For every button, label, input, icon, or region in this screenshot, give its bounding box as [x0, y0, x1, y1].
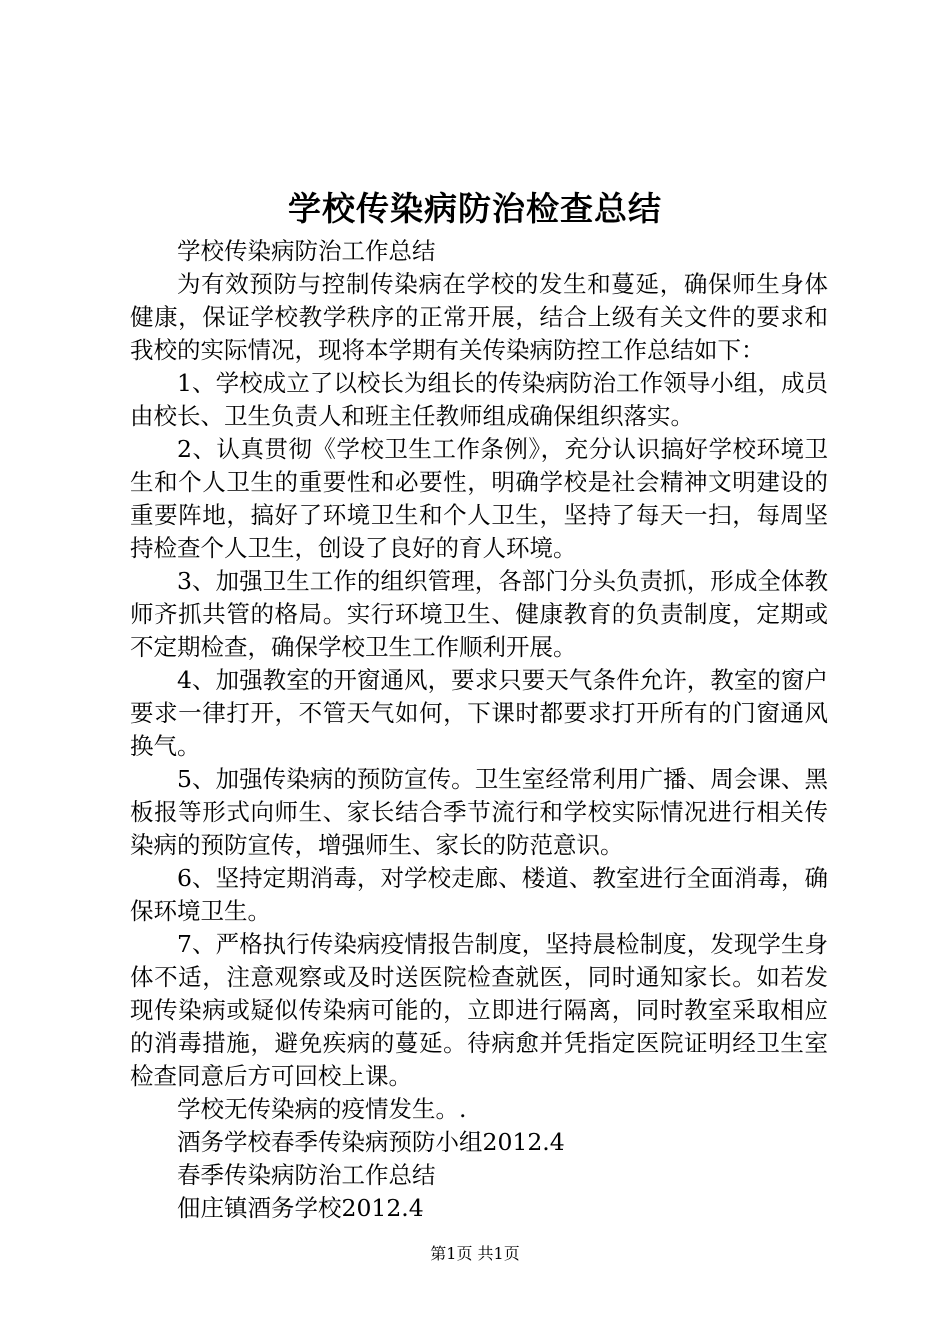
page-title: 学校传染病防治检查总结 [288, 189, 662, 228]
second-title: 春季传染病防治工作总结 [177, 1161, 436, 1189]
item-paragraph-5: 5、加强传染病的预防宣传。卫生室经常利用广播、周会课、黑板报等形式向师生、家长结合季节流行和学校实际情况进行相关传染病的预防宣传，增强师生、家长的防范意识。 [130, 765, 828, 859]
item-paragraph-1: 1、学校成立了以校长为组长的传染病防治工作领导小组，成员由校长、卫生负责人和班主任教师组成确保组织落实。 [130, 369, 828, 430]
item-paragraph-3: 3、加强卫生工作的组织管理，各部门分头负责抓，形成全体教师齐抓共管的格局。实行环境卫生、健康教育的负责制度，定期或不定期检查，确保学校卫生工作顺利开展。 [130, 567, 828, 661]
document-body [130, 235, 828, 1225]
intro-paragraph: 为有效预防与控制传染病在学校的发生和蔓延，确保师生身体健康，保证学校教学秩序的正常开展，结合上级有关文件的要求和我校的实际情况，现将本学期有关传染病防控工作总结如下： [130, 270, 828, 364]
page-footer: 第1页 共1页 [430, 1244, 520, 1263]
signature-school: 佃庄镇酒务学校2012.4 [177, 1194, 424, 1222]
conclusion-paragraph: 学校无传染病的疫情发生。. [177, 1095, 467, 1123]
item-paragraph-2: 2、认真贯彻《学校卫生工作条例》，充分认识搞好学校环境卫生和个人卫生的重要性和必要性，明确学校是社会精神文明建设的重要阵地，搞好了环境卫生和个人卫生，坚持了每天一扫，每周坚持检查个人卫生，创设了良好的育人环境。 [130, 435, 828, 562]
subtitle-paragraph: 学校传染病防治工作总结 [177, 237, 436, 265]
item-paragraph-6: 6、坚持定期消毒，对学校走廊、楼道、教室进行全面消毒，确保环境卫生。 [130, 864, 828, 925]
signature-group: 酒务学校春季传染病预防小组2012.4 [177, 1128, 565, 1156]
item-paragraph-4: 4、加强教室的开窗通风，要求只要天气条件允许，教室的窗户要求一律打开，不管天气如何，下课时都要求打开所有的门窗通风换气。 [130, 666, 828, 760]
item-paragraph-7: 7、严格执行传染病疫情报告制度，坚持晨检制度，发现学生身体不适，注意观察或及时送医院检查就医，同时通知家长。如若发现传染病或疑似传染病可能的，立即进行隔离，同时教室采取相应的消毒措施，避免疾病的蔓延。待病愈并凭指定医院证明经卫生室检查同意后方可回校上课。 [130, 930, 828, 1090]
